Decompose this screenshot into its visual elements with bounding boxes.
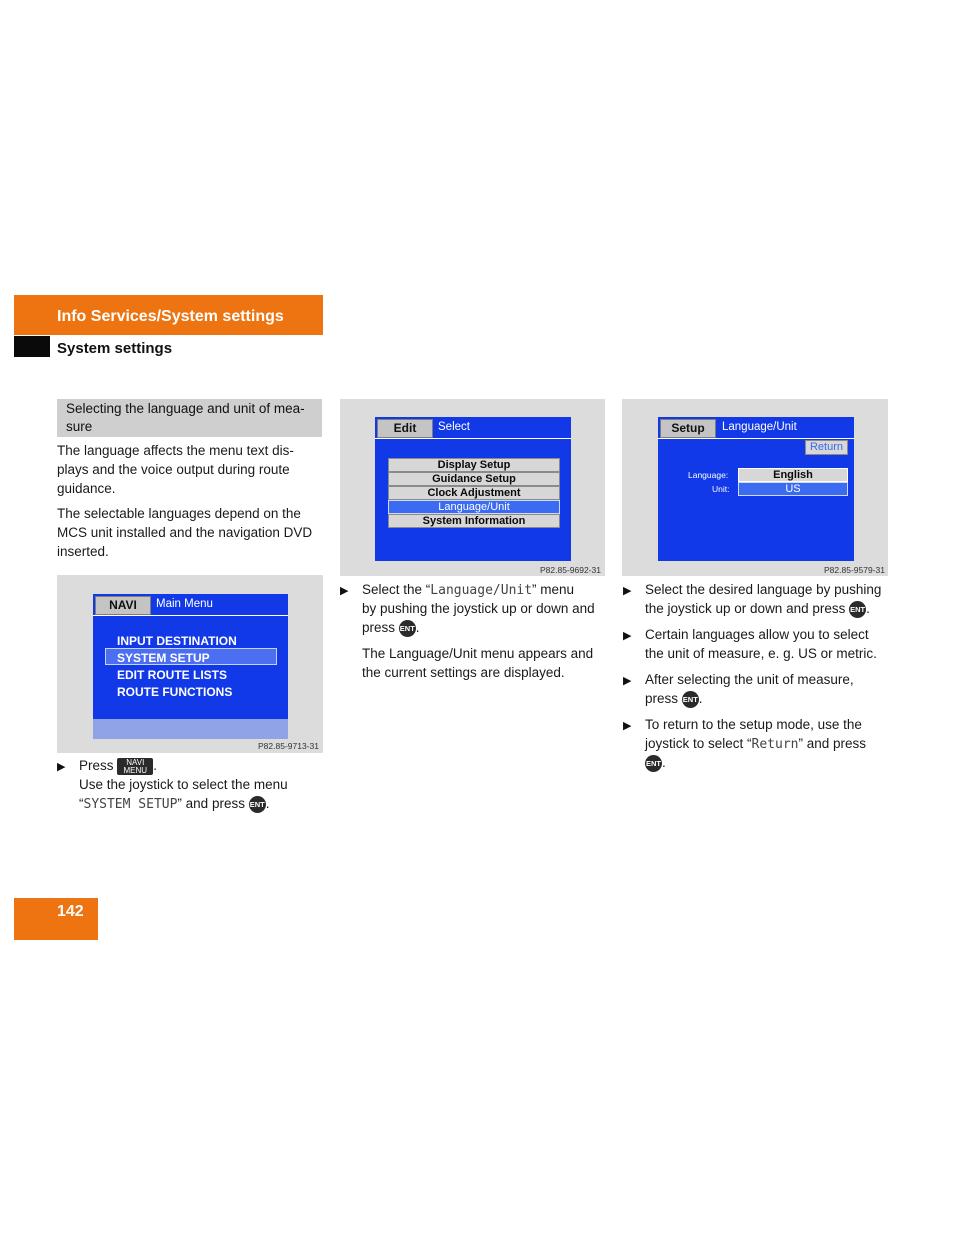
sub-section-title: System settings: [57, 340, 173, 357]
step-select-return: joystick to select “Return” and press: [645, 736, 867, 752]
step-line: After selecting the unit of measure,: [645, 672, 854, 687]
step-arrow: ▶: [623, 585, 632, 597]
step-arrow: ▶: [340, 585, 349, 597]
image-reference: P82.85-9579-31: [824, 565, 885, 575]
step-line: ENT.: [646, 755, 666, 770]
step-line: Certain languages allow you to select: [645, 627, 869, 642]
menu-item: EDIT ROUTE LISTS: [117, 668, 228, 682]
menu-item: INPUT DESTINATION: [117, 634, 237, 648]
unit-value: US: [738, 482, 848, 496]
step-press-navi: Press NAVI MENU .: [79, 757, 158, 775]
menu-button: Guidance Setup: [388, 472, 560, 486]
screen-title: Language/Unit: [722, 421, 797, 433]
screen-tab-setup: Setup: [660, 419, 716, 438]
step-line: press ENT.: [645, 691, 703, 706]
screenshot-language-unit: [622, 399, 888, 576]
menu-button: System Information: [388, 514, 560, 528]
topic-heading: Selecting the language and unit of mea- sure: [66, 401, 305, 434]
step-line: Use the joystick to select the menu: [79, 777, 288, 792]
menu-button-selected: Language/Unit: [388, 500, 560, 514]
step-line: To return to the setup mode, use the: [645, 717, 862, 732]
section-title: Info Services/System settings: [57, 308, 284, 325]
menu-button: Display Setup: [388, 458, 560, 472]
screen-tab-edit: Edit: [377, 419, 433, 438]
step-line: by pushing the joystick up or down and: [362, 601, 595, 616]
sub-section-marker: [14, 336, 50, 357]
ent-key-icon: ENT: [249, 796, 266, 813]
menu-item-selected: SYSTEM SETUP: [117, 651, 210, 665]
step-arrow: ▶: [623, 630, 632, 642]
screen-tab-navi: NAVI: [95, 596, 151, 615]
ent-key-icon: ENT: [682, 691, 699, 708]
screenshot-main-menu: [57, 575, 323, 753]
note-line: The Language/Unit menu appears and: [362, 646, 594, 661]
edit-screen: [375, 417, 571, 561]
menu-button: Clock Adjustment: [388, 486, 560, 500]
page-number-box: [14, 898, 98, 940]
step-line: the unit of measure, e. g. US or metric.: [645, 646, 877, 661]
step-line: press ENT.: [362, 620, 420, 635]
step-arrow: ▶: [57, 761, 66, 773]
screenshot-select-menu: [340, 399, 605, 576]
screen-title: Main Menu: [156, 598, 213, 610]
language-value: English: [738, 468, 848, 482]
note-line: the current settings are displayed.: [362, 665, 565, 680]
step-line: Select the desired language by pushing: [645, 582, 882, 597]
image-reference: P82.85-9692-31: [540, 565, 601, 575]
return-button: Return: [805, 440, 848, 455]
page-number: 142: [57, 903, 84, 920]
unit-label: Unit:: [712, 484, 730, 494]
menu-item: ROUTE FUNCTIONS: [117, 685, 233, 699]
image-reference: P82.85-9713-31: [258, 741, 319, 751]
step-select-language-unit: Select the “Language/Unit” menu: [362, 582, 575, 598]
intro-paragraph-1: The language affects the menu text dis- plays and the voice output during route guidance.: [57, 443, 294, 496]
ent-key-icon: ENT: [849, 601, 866, 618]
intro-paragraph-2: The selectable languages depend on the MCS unit installed and the navigation DVD inserted.: [57, 506, 313, 559]
language-label: Language:: [688, 470, 729, 480]
ent-key-icon: ENT: [645, 755, 662, 772]
setup-screen: [658, 417, 854, 561]
navi-menu-key-icon: NAVI MENU: [117, 758, 153, 775]
ent-key-icon: ENT: [399, 620, 416, 637]
navi-screen: [93, 594, 288, 739]
step-select-system-setup: “SYSTEM SETUP” and press ENT.: [79, 796, 270, 812]
step-line: the joystick up or down and press ENT.: [645, 601, 870, 616]
step-arrow: ▶: [623, 675, 632, 687]
step-arrow: ▶: [623, 720, 632, 732]
screen-title: Select: [438, 421, 470, 433]
